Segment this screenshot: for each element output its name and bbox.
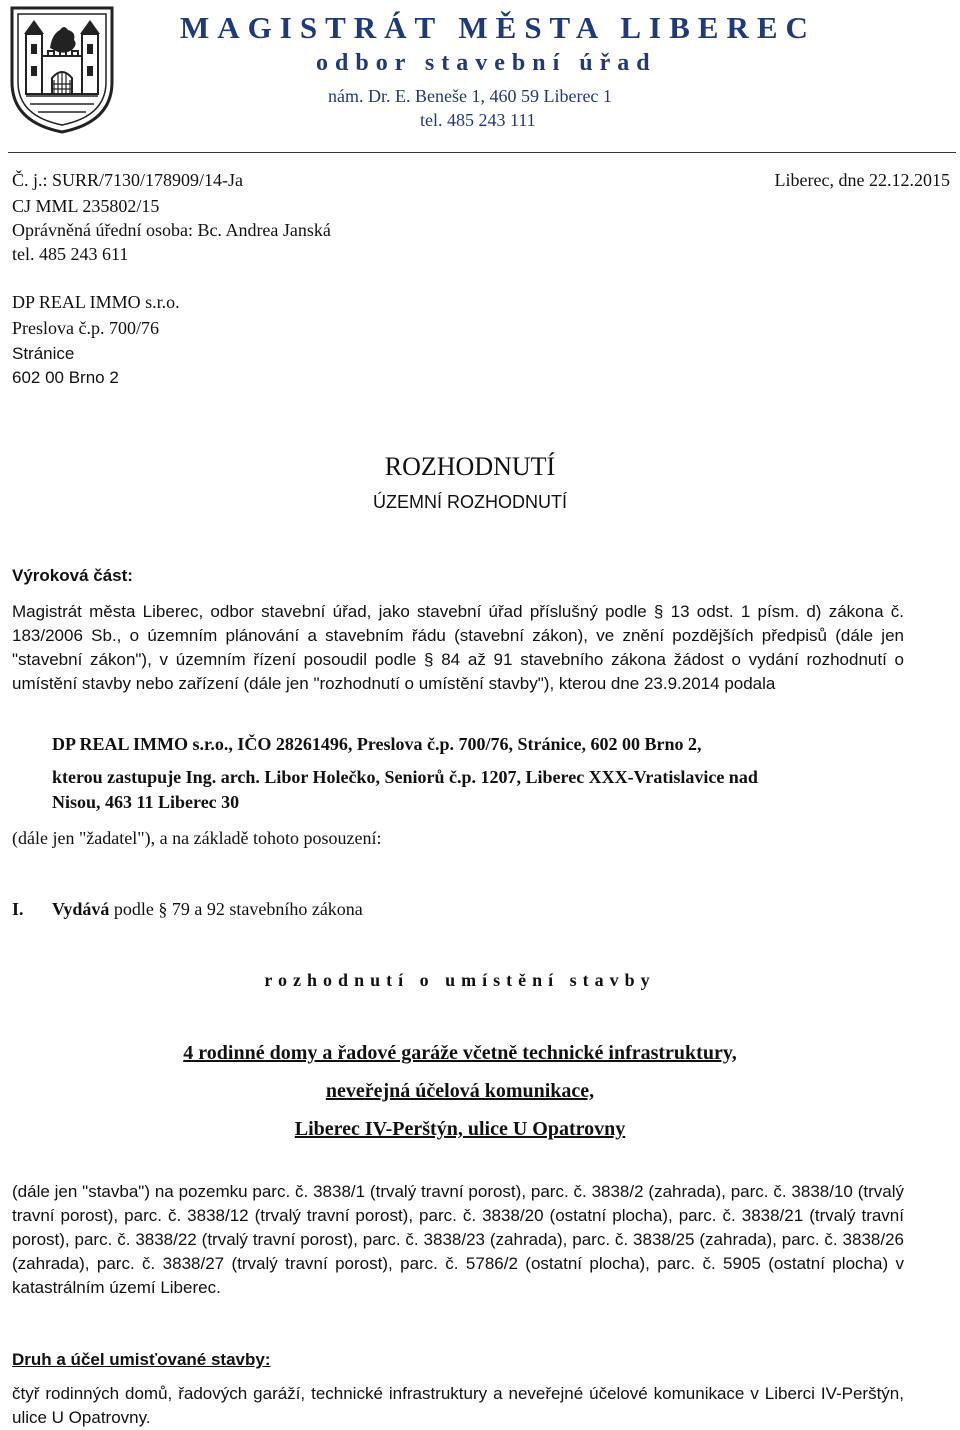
project-title-3: Liberec IV-Perštýn, ulice U Opatrovny	[294, 1118, 626, 1140]
document-title: ROZHODNUTÍ	[384, 452, 556, 481]
department-name: odbor stavební úřad	[316, 50, 657, 76]
case-number: Č. j.: SURR/7130/178909/14-Ja	[12, 170, 244, 190]
cj-mml: CJ MML 235802/15	[12, 196, 160, 216]
recipient-name: DP REAL IMMO s.r.o.	[12, 292, 180, 312]
decision-heading: rozhodnutí o umístění stavby	[264, 970, 656, 990]
header-divider	[8, 152, 956, 153]
section-heading: Výroková část:	[12, 566, 133, 585]
issue-date: Liberec, dne 22.12.2015	[774, 170, 950, 190]
issues-rest: podle § 79 a 92 stavebního zákona	[109, 899, 363, 919]
purpose-heading: Druh a účel umisťované stavby:	[12, 1350, 271, 1369]
official-phone: tel. 485 243 611	[12, 244, 129, 264]
representative-line-1: kterou zastupuje Ing. arch. Libor Holečko, Seniorů č.p. 1207, Liberec XXX-Vratislavice nad	[52, 767, 758, 787]
section-roman: I.	[12, 899, 24, 919]
parcels-paragraph: (dále jen "stavba") na pozemku parc. č. 3838/1 (trvalý travní porost), parc. č. 3838/2 (zahrada), parc. č. 3838/10 (trvalý travní porost), parc. č. 3838/12 (trvalý travní porost), parc. č. 3838/20 (ostatní plocha), parc. č. 3838/21 (trvalý travní porost), parc. č. 3838/22 (trvalý travní porost), parc. č. 3838/23 (zahrada), parc. č. 3838/25 (zahrada), parc. č. 3838/26 (zahrada), parc. č. 3838/27 (trvalý travní porost), parc. č. 5786/2 (ostatní plocha), parc. č. 5905 (ostatní plocha) v katastrálním území Liberec.	[12, 1182, 904, 1297]
recipient-district: Stránice	[12, 344, 75, 363]
document-subtitle: ÚZEMNÍ ROZHODNUTÍ	[373, 492, 567, 512]
recipient-city: 602 00 Brno 2	[12, 368, 119, 387]
recipient-street: Preslova č.p. 700/76	[12, 318, 159, 338]
representative-line-2: Nisou, 463 11 Liberec 30	[52, 792, 240, 812]
authority-address: nám. Dr. E. Beneše 1, 460 59 Liberec 1	[328, 86, 612, 106]
authority-name: MAGISTRÁT MĚSTA LIBEREC	[180, 10, 816, 45]
issues-statement	[52, 899, 363, 920]
authority-phone: tel. 485 243 111	[420, 110, 536, 130]
city-coat-of-arms-icon	[6, 4, 118, 134]
intro-paragraph: Magistrát města Liberec, odbor stavební úřad, jako stavební úřad příslušný podle § 13 odst. 1 písm. d) zákona č. 183/2006 Sb., o územním plánování a stavebním řádu (stavební zákon), ve znění pozdějších předpisů (dále jen "stavební zákon"), v územním řízení posoudil podle § 84 až 91 stavebního zákona žádost o vydání rozhodnutí o umístění stavby nebo zařízení (dále jen "rozhodnutí o umístění stavby"), kterou dne 23.9.2014 podala	[12, 602, 904, 693]
official-person: Oprávněná úřední osoba: Bc. Andrea Janská	[12, 220, 331, 240]
issues-bold: Vydává	[52, 899, 110, 919]
applicant-line: DP REAL IMMO s.r.o., IČO 28261496, Preslova č.p. 700/76, Stránice, 602 00 Brno 2,	[52, 734, 702, 754]
applicant-note: (dále jen "žadatel"), a na základě tohoto posouzení:	[12, 828, 382, 848]
project-title-1: 4 rodinné domy a řadové garáže včetně technické infrastruktury,	[183, 1042, 737, 1064]
project-title-2: neveřejná účelová komunikace,	[325, 1080, 595, 1102]
purpose-paragraph: čtyř rodinných domů, řadových garáží, technické infrastruktury a neveřejné účelové komunikace v Liberci IV-Perštýn, ulice U Opatrovny.	[12, 1384, 904, 1427]
